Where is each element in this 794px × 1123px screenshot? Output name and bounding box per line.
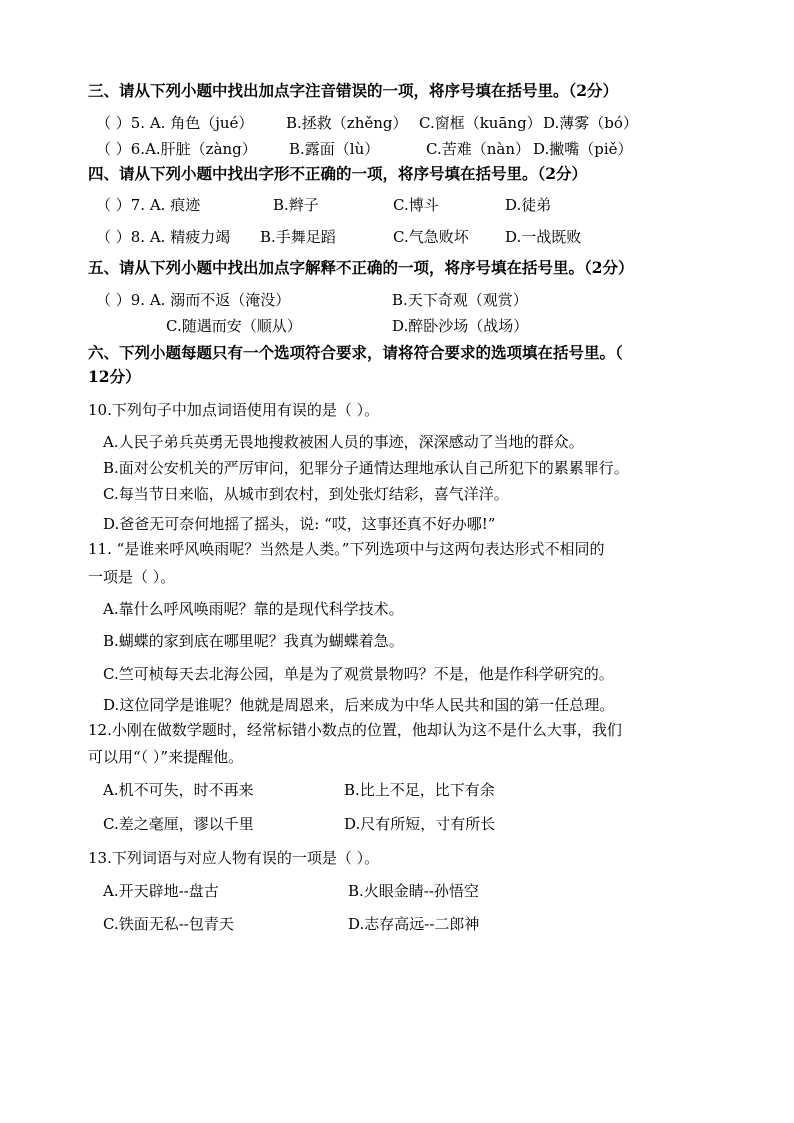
q10-option-d: D.爸爸无可奈何地摇了摇头，说: “哎，这事还真不好办哪!” (103, 515, 496, 533)
q11-stem-line-2: 一项是（ ）。 (88, 568, 176, 586)
q6-option-a: （ ）6.A.肝脏（zàng） (96, 140, 257, 158)
q6-option-c: C.苦难（nàn） (426, 140, 530, 158)
q5-option-d: D.薄雾（bó） (543, 114, 638, 132)
q8-option-d: D.一战既败 (505, 228, 582, 246)
section-6-heading-line-2: 12分） (88, 367, 141, 386)
q7-option-a: （ ）7. A. 痕迹 (96, 196, 201, 214)
q12-option-a: A.机不可失，时不再来 (103, 781, 254, 799)
q12-option-d: D.尺有所短，寸有所长 (344, 815, 496, 833)
q11-option-d: D.这位同学是谁呢？他就是周恩来，后来成为中华人民共和国的第一任总理。 (103, 696, 615, 714)
q11-option-c: C.竺可桢每天去北海公园，单是为了观赏景物吗？不是，他是作科学研究的。 (103, 665, 614, 683)
q12-option-c: C.差之毫厘，谬以千里 (103, 815, 254, 833)
q12-option-b: B.比上不足，比下有余 (344, 781, 495, 799)
q6-option-b: B.露面（lù） (289, 140, 380, 158)
q9-option-b: B.天下奇观（观赏） (392, 291, 528, 309)
q5-option-a: （ ）5. A. 角色（jué） (96, 114, 254, 132)
q11-option-b: B.蝴蝶的家到底在哪里呢？我真为蝴蝶着急。 (103, 632, 404, 650)
q11-stem-line-1: 11. “是谁来呼风唤雨呢？当然是人类。”下列选项中与这两句表达形式不相同的 (88, 540, 605, 558)
section-3-heading: 三、请从下列小题中找出加点字注音错误的一项，将序号填在括号里。（2分） (88, 81, 619, 100)
q10-option-a: A.人民子弟兵英勇无畏地搜救被困人员的事迹，深深感动了当地的群众。 (103, 433, 584, 451)
q7-option-d: D.徒弟 (505, 196, 552, 214)
q8-option-a: （ ）8. A. 精疲力竭 (96, 228, 231, 246)
q10-stem: 10.下列句子中加点词语使用有误的是（ ）。 (88, 401, 380, 419)
q13-option-d: D.志存高远--二郎神 (348, 915, 480, 933)
q12-stem-line-2: 可以用“（ ）”来提醒他。 (88, 748, 244, 766)
q10-option-c: C.每当节日来临，从城市到农村，到处张灯结彩，喜气洋洋。 (103, 485, 509, 503)
q13-option-a: A.开天辟地--盘古 (103, 882, 219, 900)
q6-option-d: D.撇嘴（piě） (533, 140, 633, 158)
q9-option-d: D.醉卧沙场（战场） (392, 317, 529, 335)
q10-option-b: B.面对公安机关的严厉审问，犯罪分子通情达理地承认自己所犯下的累累罪行。 (103, 459, 629, 477)
q13-option-c: C.铁面无私--包青天 (103, 915, 234, 933)
section-5-heading: 五、请从下列小题中找出加点字解释不正确的一项，将序号填在括号里。（2分） (88, 258, 634, 277)
q13-option-b: B.火眼金睛--孙悟空 (348, 882, 479, 900)
q8-option-c: C.气急败坏 (393, 228, 469, 246)
q12-stem-line-1: 12.小刚在做数学题时，经常标错小数点的位置，他却认为这不是什么大事，我们 (88, 721, 622, 739)
q11-option-a: A.靠什么呼风唤雨呢？靠的是现代科学技术。 (103, 600, 404, 618)
q13-stem: 13.下列词语与对应人物有误的一项是（ ）。 (88, 849, 380, 867)
section-6-heading-line-1: 六、下列小题每题只有一个选项符合要求，请将符合要求的选项填在括号里。（ (88, 343, 623, 362)
q7-option-b: B.辫子 (273, 196, 319, 214)
q9-option-a: （ ）9. A. 溺而不返（淹没） (96, 291, 291, 309)
section-4-heading: 四、请从下列小题中找出字形不正确的一项，将序号填在括号里。（2分） (88, 164, 588, 183)
q7-option-c: C.博斗 (393, 196, 439, 214)
q9-option-c: C.随遇而安（顺从） (166, 317, 302, 335)
q8-option-b: B.手舞足蹈 (260, 228, 336, 246)
q5-option-b: B.拯救（zhěng） (286, 114, 408, 132)
q5-option-c: C.窗框（kuāng） (419, 114, 542, 132)
